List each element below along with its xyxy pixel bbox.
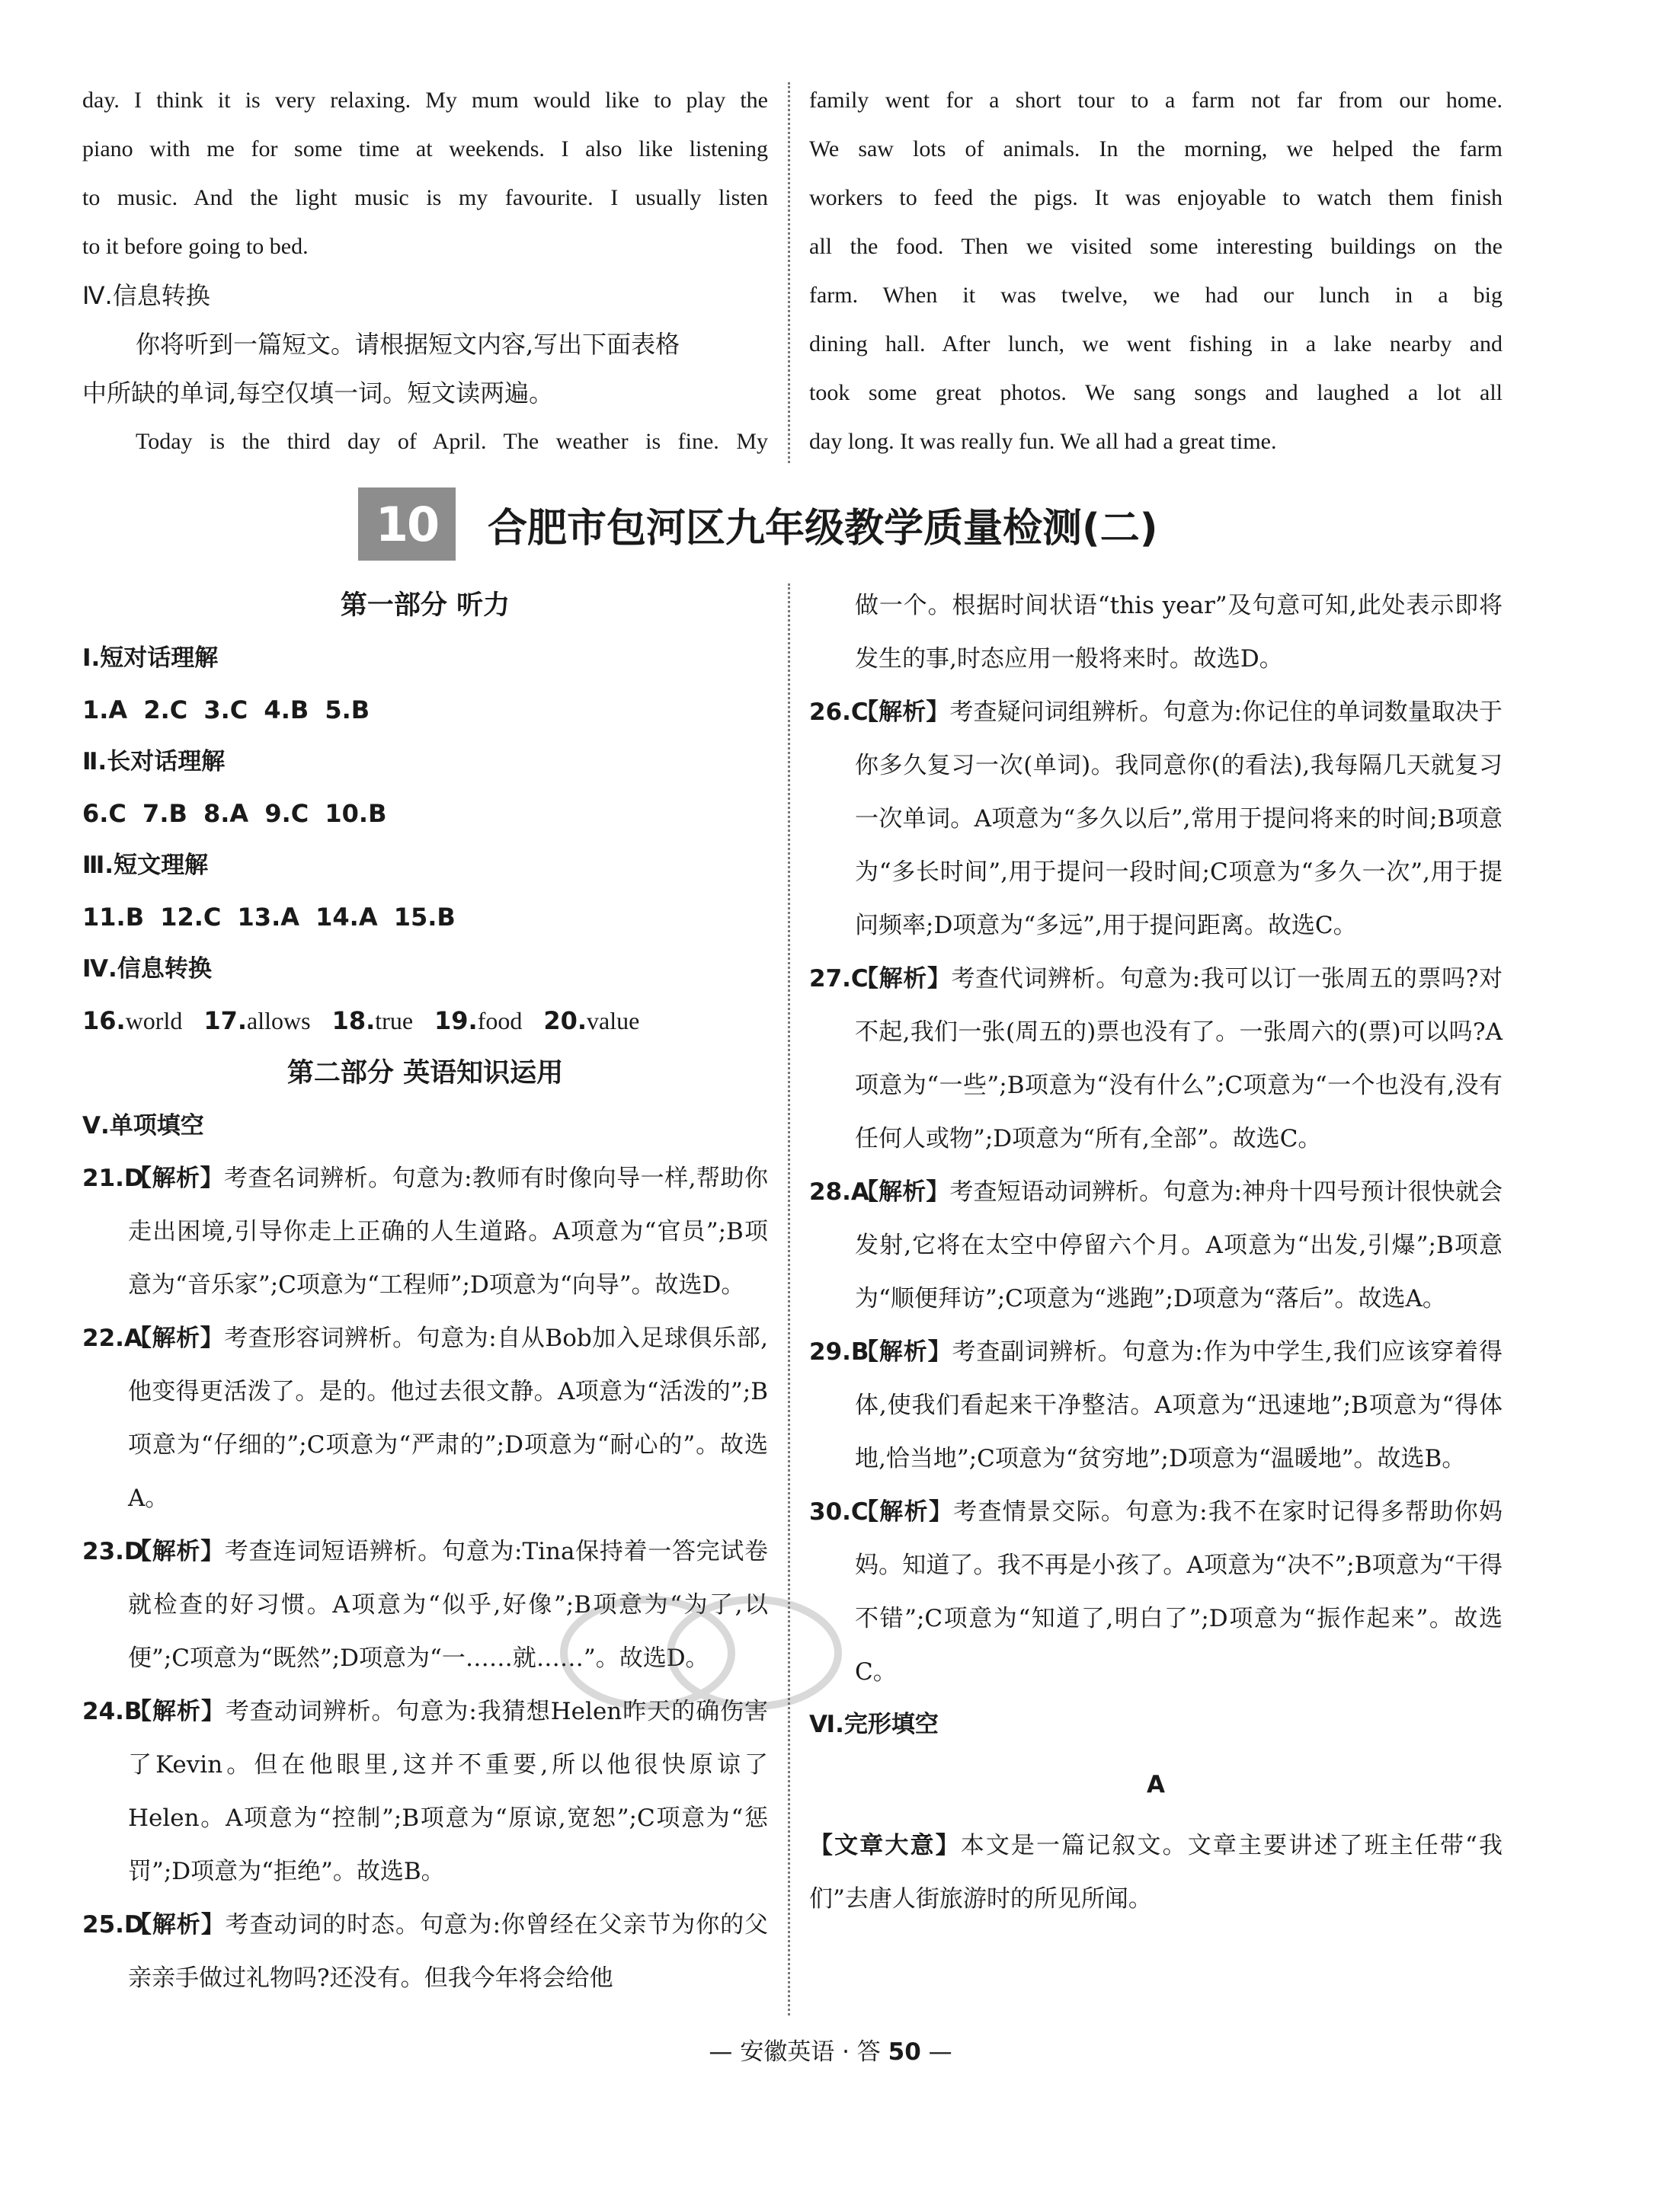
analysis-tag: 【解析】 (855, 965, 952, 993)
answer-word: allows (247, 1007, 311, 1034)
explanation-text: 考查连词短语辨析。句意为:Tina保持着一答完试卷就检查的好习惯。A项意为“似乎,好像”;B项意为“为了,以便”;C项意为“既然”;D项意为“一……就……”。故选D。 (128, 1538, 769, 1672)
item-number: 27.C (809, 965, 869, 993)
exam-title-bar (358, 486, 1158, 562)
item-number: 30.C (809, 1498, 869, 1526)
answer-number: 18. (331, 1006, 376, 1035)
passage-line: piano with me for some time at weekends. I also like listening (82, 136, 768, 161)
answer-row: 6.C 7.B 8.A 9.C 10.B (82, 799, 387, 828)
answer-right-column (809, 579, 1503, 1926)
passage-line: Today is the third day of April. The weather is fine. My (136, 429, 768, 454)
part-heading: 第二部分 英语知识运用 (286, 1058, 564, 1088)
analysis-tag: 【解析】 (855, 698, 950, 726)
passage-label: A (1147, 1771, 1165, 1798)
passage-line: day. I think it is very relaxing. My mum would like to play the (82, 88, 768, 113)
explanation-text: 考查疑问词组辨析。句意为:你记住的单词数量取决于你多久复习一次(单词)。我同意你(的看法),我每隔几天就复习一次单词。A项意为“多久以后”,常用于提问将来的时间;B项意为“多长时间”,用于提问一段时间;C项意为“多久一次”,用于提问频率;D项意为“多远”,用于提问距离。故选C。 (855, 698, 1503, 939)
exam-number-badge: 10 (358, 487, 456, 561)
item-number: 25.D (82, 1911, 144, 1939)
top-left-column (82, 76, 768, 466)
explanation-text: 考查动词辨析。句意为:我猜想Helen昨天的确伤害了Kevin。但在他眼里,这并不重要,所以他很快原谅了Helen。A项意为“控制”;B项意为“原谅,宽恕”;C项意为“惩罚”;D项意为“拒绝”。故选B。 (128, 1698, 768, 1885)
exam-title: 合肥市包河区九年级教学质量检测(二) (488, 505, 1158, 551)
passage-line: dining hall. After lunch, we went fishing in a lake nearby and (809, 331, 1503, 356)
analysis-tag: 【解析】 (128, 1325, 225, 1352)
answer-word: true (375, 1007, 414, 1034)
watermark-graphic (533, 1584, 869, 1721)
passage-line: all the food. Then we visited some interesting buildings on the (809, 234, 1503, 259)
item-number: 23.D (82, 1538, 144, 1565)
section-heading: Ⅳ.信息转换 (82, 955, 212, 983)
explanation-text: 做一个。根据时间状语“this year”及句意可知,此处表示即将发生的事,时态应用一般将来时。故选D。 (855, 592, 1503, 673)
answer-number: 17. (203, 1006, 248, 1035)
explanation-text: 考查情景交际。句意为:我不在家时记得多帮助你妈妈。知道了。我不再是小孩了。A项意为“决不”;B项意为“干得不错”;C项意为“知道了,明白了”;D项意为“振作起来”。故选C。 (855, 1498, 1503, 1686)
section-heading: Ⅱ.长对话理解 (82, 748, 226, 775)
explanation-item (809, 1485, 1503, 1699)
analysis-tag: 【解析】 (128, 1911, 226, 1939)
analysis-tag: 【解析】 (855, 1178, 950, 1206)
answer-row: 11.B 12.C 13.A 14.A 15.B (82, 903, 456, 932)
passage-line: to music. And the light music is my favourite. I usually listen (82, 185, 768, 210)
part-heading: 第一部分 听力 (340, 590, 510, 621)
column-divider (788, 82, 790, 463)
passage-line: to it before going to bed. (82, 234, 309, 259)
section-heading: Ⅴ.单项填空 (82, 1112, 204, 1140)
explanation-text: 考查代词辨析。句意为:我可以订一张周五的票吗?对不起,我们一张(周五的)票也没有了。一张周六的(票)可以吗?A项意为“一些”;B项意为“没有什么”;C项意为“一个也没有,没有任何人或物”;D项意为“所有,全部”。故选C。 (855, 965, 1503, 1152)
explanation-item (809, 952, 1503, 1165)
passage-line: workers to feed the pigs. It was enjoyable to watch them finish (809, 185, 1503, 210)
explanation-continuation (809, 579, 1503, 686)
answer-number: 19. (434, 1006, 478, 1035)
page-footer (0, 2032, 1661, 2067)
explanation-item (809, 686, 1503, 952)
section-heading: Ⅰ.短对话理解 (82, 644, 219, 672)
passage-line: We saw lots of animals. In the morning, we helped the farm (809, 136, 1503, 161)
item-number: 22.A (82, 1325, 142, 1352)
analysis-tag: 【解析】 (855, 1498, 954, 1526)
analysis-tag: 【解析】 (855, 1338, 952, 1366)
summary-label: 【文章大意】 (809, 1832, 961, 1859)
item-number: 24.B (82, 1698, 142, 1725)
section-heading: Ⅳ.信息转换 (82, 281, 210, 310)
explanation-item (809, 1325, 1503, 1485)
passage-line: farm. When it was twelve, we had our lunch in a big (809, 283, 1503, 308)
explanation-text: 考查形容词辨析。句意为:自从Bob加入足球俱乐部,他变得更活泼了。是的。他过去很文静。A项意为“活泼的”;B项意为“仔细的”;C项意为“严肃的”;D项意为“耐心的”。故选A。 (128, 1325, 768, 1512)
explanation-text: 考查短语动词辨析。句意为:神舟十四号预计很快就会发射,它将在太空中停留六个月。A项意为“出发,引爆”;B项意为“顺便拜访”;C项意为“逃跑”;D项意为“落后”。故选A。 (855, 1178, 1503, 1312)
answer-left-column (82, 579, 768, 2005)
explanation-item (82, 1898, 768, 2005)
footer-suffix: — (928, 2038, 952, 2066)
explanation-item (82, 1152, 768, 1312)
summary-text: 本文是一篇记叙文。文章主要讲述了班主任带“我们”去唐人街旅游时的所见所闻。 (809, 1832, 1503, 1913)
passage-line: family went for a short tour to a farm not far from our home. (809, 88, 1503, 113)
top-right-column (809, 76, 1503, 466)
passage-line: took some great photos. We sang songs and laughed a lot all (809, 380, 1503, 405)
column-divider (788, 583, 790, 2015)
item-number: 28.A (809, 1178, 869, 1206)
explanation-item (809, 1165, 1503, 1325)
answer-number: 20. (543, 1006, 587, 1035)
answer-row-words (82, 995, 768, 1047)
explanation-text: 考查名词辨析。句意为:教师有时像向导一样,帮助你走出困境,引导你走上正确的人生道路。A项意为“官员”;B项意为“音乐家”;C项意为“工程师”;D项意为“向导”。故选D。 (128, 1165, 769, 1299)
section-heading: Ⅲ.短文理解 (82, 852, 209, 879)
explanation-text: 考查动词的时态。句意为:你曾经在父亲节为你的父亲亲手做过礼物吗?还没有。但我今年将会给他 (128, 1911, 768, 1992)
answer-word: world (125, 1007, 183, 1034)
page-number: 50 (888, 2038, 921, 2066)
footer-prefix: — 安徽英语 · 答 (709, 2038, 881, 2066)
analysis-tag: 【解析】 (128, 1165, 225, 1192)
instruction-text: 中所缺的单词,每空仅填一词。短文读两遍。 (82, 379, 554, 408)
item-number: 21.D (82, 1165, 144, 1192)
analysis-tag: 【解析】 (128, 1698, 226, 1725)
explanation-item (82, 1312, 768, 1525)
passage-line: day long. It was really fun. We all had a great time. (809, 429, 1277, 454)
answer-row: 1.A 2.C 3.C 4.B 5.B (82, 695, 370, 724)
answer-word: value (587, 1007, 640, 1034)
answer-number: 16. (82, 1006, 126, 1035)
article-summary (809, 1819, 1503, 1926)
item-number: 26.C (809, 698, 869, 726)
analysis-tag: 【解析】 (128, 1538, 225, 1565)
instruction-text: 你将听到一篇短文。请根据短文内容,写出下面表格 (136, 330, 680, 359)
explanation-text: 考查副词辨析。句意为:作为中学生,我们应该穿着得体,使我们看起来干净整洁。A项意为“迅速地”;B项意为“得体地,恰当地”;C项意为“贫穷地”;D项意为“温暖地”。故选B。 (855, 1338, 1503, 1472)
item-number: 29.B (809, 1338, 869, 1366)
section-heading: Ⅵ.完形填空 (809, 1711, 939, 1738)
answer-word: food (477, 1007, 523, 1034)
